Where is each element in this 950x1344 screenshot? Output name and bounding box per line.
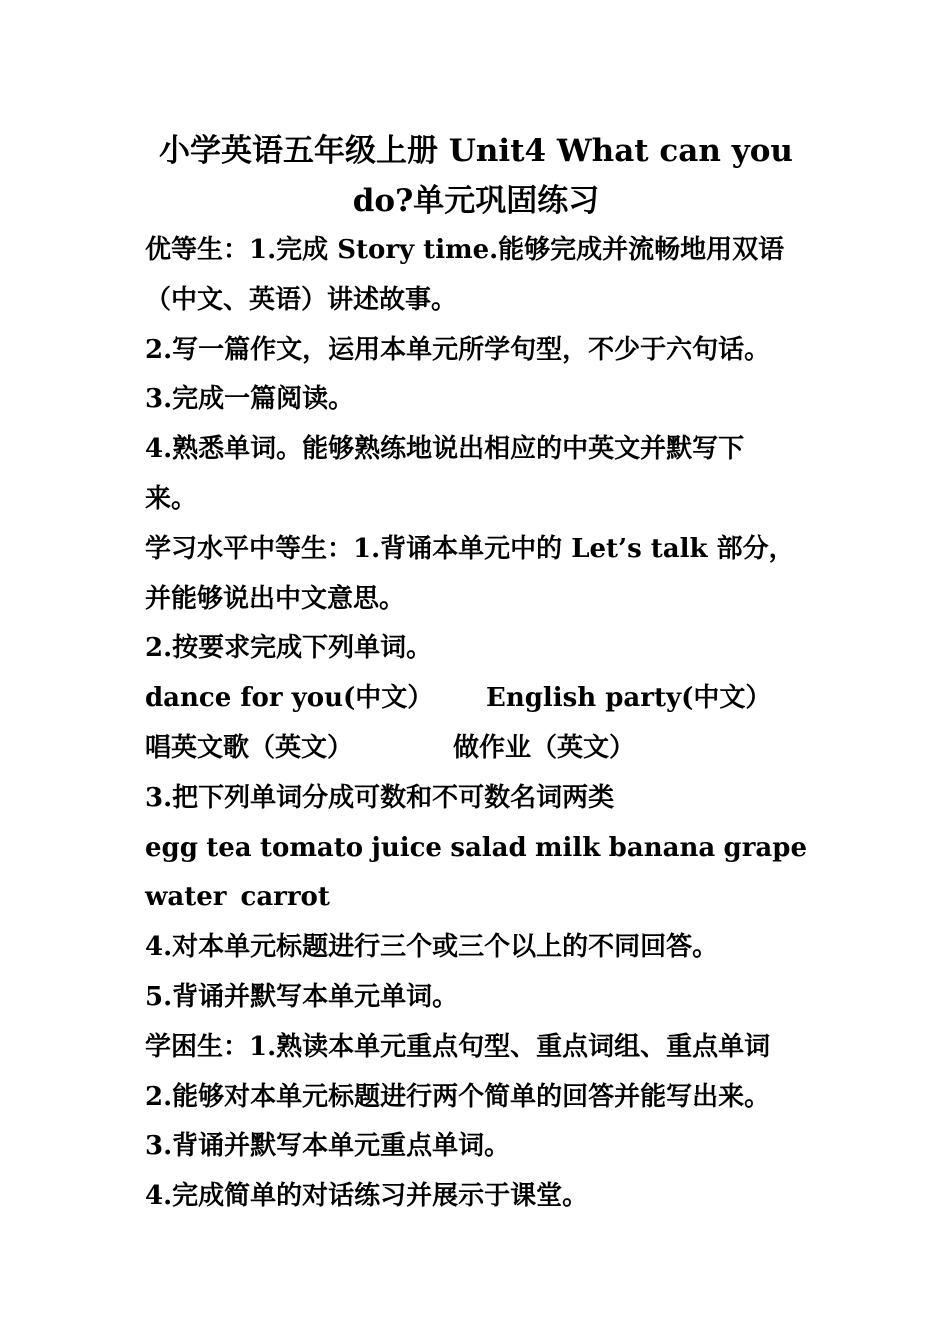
- advanced-intro-cont: （中文、英语）讲述故事。: [145, 284, 458, 315]
- word-item: water: [145, 882, 227, 913]
- document-title: [145, 126, 807, 226]
- word-item: carrot: [240, 882, 330, 913]
- struggling-item-3: 3.背诵并默写本单元重点单词。: [145, 1131, 511, 1162]
- task-do-homework: 做作业（英文）: [453, 732, 636, 763]
- intermediate-intro-cont: 并能够说出中文意思。: [145, 583, 406, 614]
- struggling-intro: 学困生：1.熟读本单元重点句型、重点词组、重点单词: [145, 1031, 771, 1062]
- word-item: tea: [206, 832, 252, 863]
- intermediate-item-5: 5.背诵并默写本单元单词。: [145, 981, 459, 1012]
- word-item: tomato: [260, 832, 364, 863]
- word-item: milk: [535, 832, 601, 863]
- translation-row-2: [145, 724, 807, 774]
- word-item: egg: [145, 832, 198, 863]
- intermediate-item-3: 3.把下列单词分成可数和不可数名词两类: [145, 782, 615, 813]
- task-dance-for-you: dance for you(中文）: [145, 683, 434, 714]
- translation-row-1: [145, 674, 807, 724]
- word-item: salad: [450, 832, 527, 863]
- intermediate-intro: 学习水平中等生：1.背诵本单元中的 Let’s talk 部分，: [145, 533, 795, 564]
- title-line-2: do?单元巩固练习: [352, 183, 600, 219]
- advanced-item-3: 3.完成一篇阅读。: [145, 384, 355, 415]
- word-item: grape: [723, 832, 807, 863]
- word-list-row-2: [145, 873, 807, 923]
- intermediate-item-4: 4.对本单元标题进行三个或三个以上的不同回答。: [145, 932, 719, 963]
- word-item: banana: [608, 832, 716, 863]
- task-english-party: English party(中文）: [486, 683, 772, 714]
- struggling-item-4: 4.完成简单的对话练习并展示于课堂。: [145, 1181, 589, 1212]
- word-list-row-1: [145, 824, 807, 874]
- document-page: [145, 126, 807, 1222]
- word-item: juice: [371, 832, 442, 863]
- advanced-item-4: 4.熟悉单词。能够熟练地说出相应的中英文并默写下: [145, 434, 745, 465]
- title-line-1: 小学英语五年级上册 Unit4 What can you: [159, 133, 793, 169]
- intermediate-item-2: 2.按要求完成下列单词。: [145, 633, 433, 664]
- advanced-intro: 优等生：1.完成 Story time.能够完成并流畅地用双语: [145, 235, 785, 265]
- advanced-item-4-cont: 来。: [145, 483, 198, 514]
- advanced-item-2: 2.写一篇作文，运用本单元所学句型，不少于六句话。: [145, 334, 771, 365]
- struggling-item-2: 2.能够对本单元标题进行两个简单的回答并能写出来。: [145, 1081, 771, 1112]
- task-sing-english-song: 唱英文歌（英文）: [145, 732, 354, 763]
